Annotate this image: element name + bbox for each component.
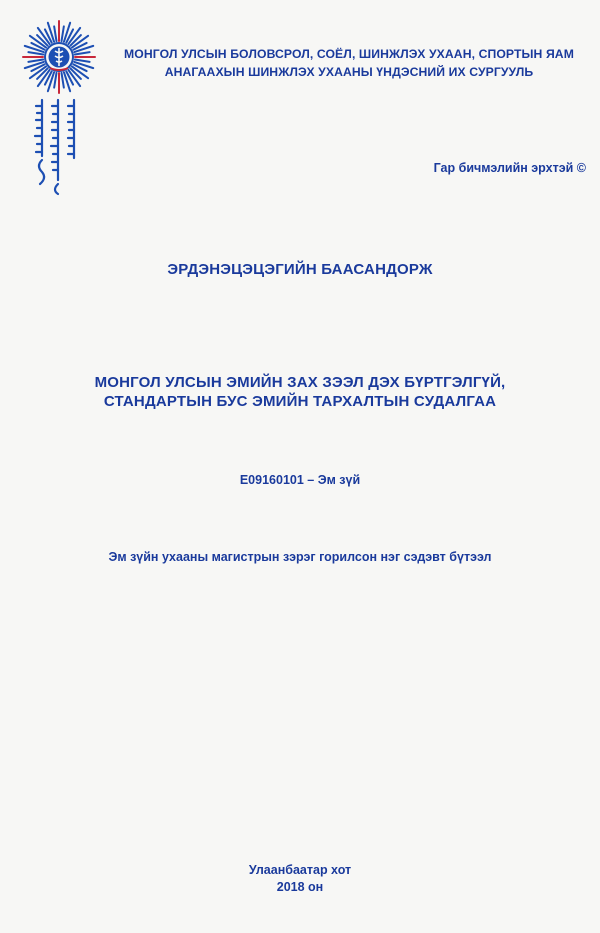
thesis-title-line-2: СТАНДАРТЫН БУС ЭМИЙН ТАРХАЛТЫН СУДАЛГАА [103, 393, 497, 410]
year: 2018 он [276, 880, 324, 894]
mongolian-script-icon [30, 98, 86, 196]
copyright-notice: Гар бичмэлийн эрхтэй © [433, 161, 586, 175]
institution-header [104, 45, 594, 81]
specialty-code: E09160101 – Эм зүй [239, 473, 361, 487]
university-name: АНАГААХЫН ШИНЖЛЭХ УХААНЫ ҮНДЭСНИЙ ИХ СУРГУУЛЬ [164, 65, 534, 79]
author-name: ЭРДЭНЭЦЭЦЭГИЙН БААСАНДОРЖ [167, 261, 433, 278]
degree-statement: Эм зүйн ухааны магистрын зэрэг горилсон нэг сэдэвт бүтээл [108, 550, 492, 564]
thesis-title-line-1: МОНГОЛ УЛСЫН ЭМИЙН ЗАХ ЗЭЭЛ ДЭХ БҮРТГЭЛГҮЙ, [94, 374, 506, 391]
city: Улаанбаатар хот [248, 863, 352, 877]
thesis-title [60, 373, 540, 411]
ministry-name: МОНГОЛ УЛСЫН БОЛОВСРОЛ, СОЁЛ, ШИНЖЛЭХ УХААН, СПОРТЫН ЯАМ [124, 47, 574, 61]
university-emblem-icon [22, 20, 96, 94]
place-and-year [0, 862, 600, 896]
